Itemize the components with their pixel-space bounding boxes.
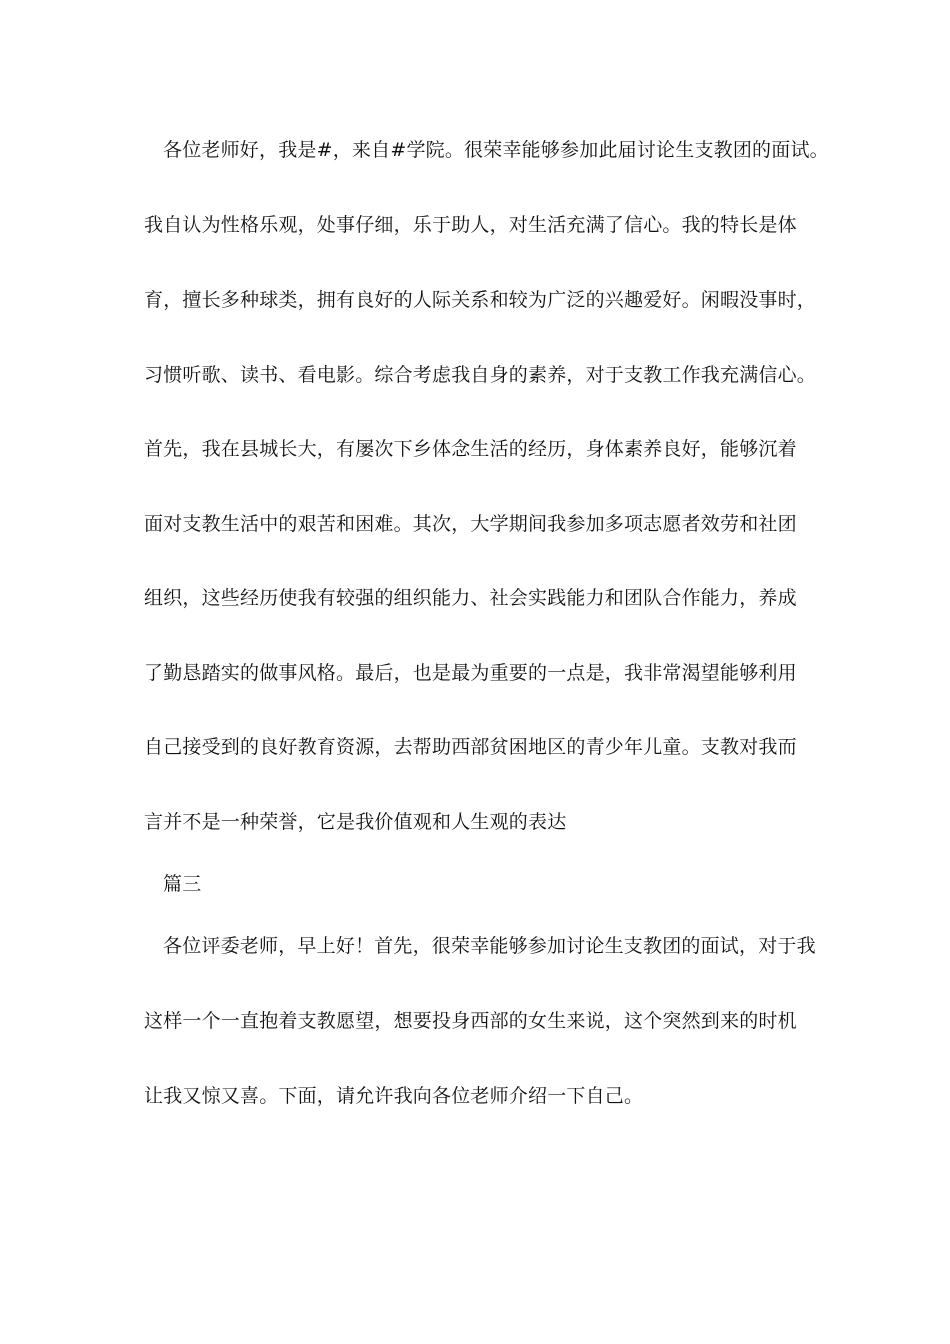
paragraph-line: 育，擅长多种球类，拥有良好的人际关系和较为广泛的兴趣爱好。闲暇没事时， xyxy=(144,289,817,311)
paragraph-line: 习惯听歌、读书、看电影。综合考虑我自身的素养，对于支教工作我充满信心。 xyxy=(144,364,817,386)
paragraph-line: 言并不是一种荣誉，它是我价值观和人生观的表达 xyxy=(144,811,567,833)
paragraph-line: 各位评委老师，早上好！首先，很荣幸能够参加讨论生支教团的面试，对于我 xyxy=(163,935,816,957)
paragraph-line: 自己接受到的良好教育资源，去帮助西部贫困地区的青少年儿童。支教对我而 xyxy=(144,736,797,758)
paragraph-line: 面对支教生活中的艰苦和困难。其次，大学期间我参加多项志愿者效劳和社团 xyxy=(144,513,797,535)
section-heading: 篇三 xyxy=(163,873,202,895)
paragraph-line: 我自认为性格乐观，处事仔细，乐于助人，对生活充满了信心。我的特长是体 xyxy=(144,214,797,236)
paragraph-line: 让我又惊又喜。下面，请允许我向各位老师介绍一下自己。 xyxy=(144,1085,644,1107)
paragraph-line: 组织，这些经历使我有较强的组织能力、社会实践能力和团队合作能力，养成 xyxy=(144,587,797,609)
paragraph-line: 了勤恳踏实的做事风格。最后，也是最为重要的一点是，我非常渴望能够利用 xyxy=(144,662,797,684)
paragraph-line: 这样一个一直抱着支教愿望，想要投身西部的女生来说，这个突然到来的时机 xyxy=(144,1010,797,1032)
paragraph-line: 各位老师好，我是#，来自#学院。很荣幸能够参加此届讨论生支教团的面试。 xyxy=(163,139,829,161)
paragraph-line: 首先，我在县城长大，有屡次下乡体念生活的经历，身体素养良好，能够沉着 xyxy=(144,438,797,460)
